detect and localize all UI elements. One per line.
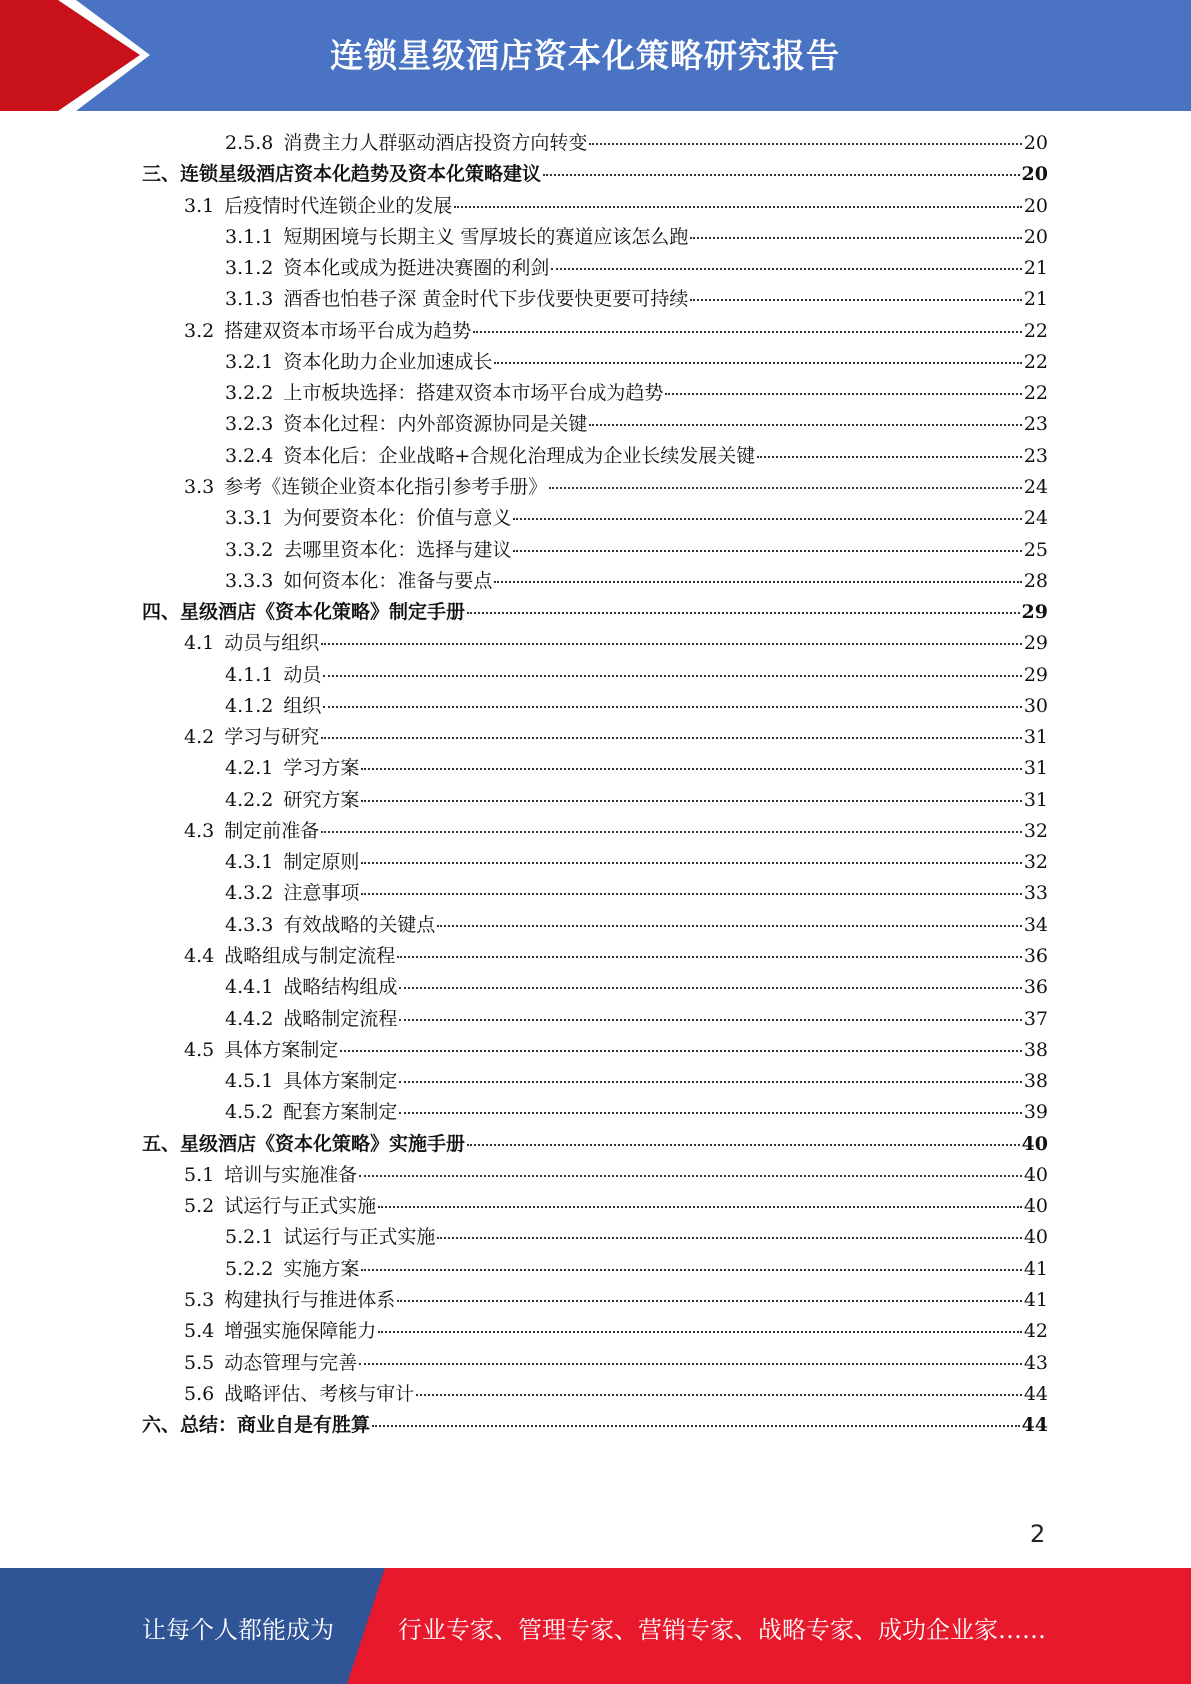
toc-dot-leader: [399, 1081, 1021, 1083]
toc-entry-page: 23: [1023, 413, 1048, 436]
toc-entry-number: 5.6: [184, 1382, 215, 1405]
toc-entry-title: 具体方案制定: [283, 1070, 398, 1093]
toc-entry[interactable]: [225, 441, 1048, 472]
toc-entry-title: 上市板块选择：搭建双资本市场平台成为趋势: [283, 382, 664, 405]
toc-entry-number: 3.2.3: [225, 413, 274, 436]
toc-entry-title: 后疫情时代连锁企业的发展: [224, 194, 453, 217]
toc-entry-number: 5.4: [184, 1320, 215, 1343]
toc-entry-page: 20: [1023, 194, 1048, 217]
toc-entry-title: 战略制定流程: [283, 1007, 398, 1030]
toc-dot-leader: [359, 1363, 1022, 1365]
toc-entry-title: 资本化或成为挺进决赛圈的利剑: [283, 257, 550, 280]
toc-entry-number: 3.2.2: [225, 382, 274, 405]
toc-dot-leader: [321, 643, 1022, 645]
toc-entry-number: 4.2.1: [225, 757, 274, 780]
footer-slogan-left: 让每个人都能成为: [142, 1616, 334, 1644]
toc-entry-number: 3.3: [184, 475, 215, 498]
toc-dot-leader: [473, 331, 1022, 333]
toc-dot-leader: [757, 456, 1022, 458]
toc-dot-leader: [359, 1175, 1022, 1177]
toc-entry-page: 25: [1023, 538, 1048, 561]
toc-entry[interactable]: [225, 847, 1048, 878]
toc-entry[interactable]: [225, 535, 1048, 566]
toc-dot-leader: [361, 893, 1021, 895]
toc-entry-number: 3.3.3: [225, 569, 274, 592]
toc-entry[interactable]: [225, 1222, 1048, 1253]
toc-dot-leader: [361, 1269, 1021, 1271]
toc-dot-leader: [551, 268, 1021, 270]
toc-entry-number: 2.5.8: [225, 132, 274, 154]
toc-entry-title: 实施方案: [283, 1257, 360, 1280]
toc-dot-leader: [549, 487, 1022, 489]
toc-entry-title: 战略组成与制定流程: [224, 945, 396, 968]
toc-entry-number: 4.4.2: [225, 1007, 274, 1030]
toc-entry[interactable]: [225, 785, 1048, 816]
toc-dot-leader: [397, 1300, 1022, 1302]
toc-dot-leader: [372, 1425, 1020, 1427]
toc-entry[interactable]: [184, 1035, 1048, 1066]
toc-entry[interactable]: [184, 941, 1048, 972]
toc-entry-number: 5.1: [184, 1163, 215, 1186]
toc-dot-leader: [399, 1019, 1021, 1021]
toc-entry-number: 5.2.1: [225, 1226, 274, 1249]
toc-entry-page: 40: [1021, 1132, 1048, 1155]
toc-dot-leader: [437, 1237, 1021, 1239]
toc-entry-number: 5.5: [184, 1351, 215, 1374]
toc-entry-number: 4.4: [184, 945, 215, 968]
toc-entry[interactable]: [225, 566, 1048, 597]
toc-entry-page: 34: [1023, 913, 1048, 936]
toc-entry-page: 40: [1023, 1195, 1048, 1218]
toc-entry[interactable]: [225, 753, 1048, 784]
toc-entry-number: 4.1: [184, 632, 215, 655]
toc-entry-page: 28: [1023, 569, 1048, 592]
toc-entry-page: 41: [1023, 1288, 1048, 1311]
toc-dot-leader: [378, 1206, 1022, 1208]
toc-entry-number: 4.5.1: [225, 1070, 274, 1093]
toc-dot-leader: [361, 862, 1021, 864]
header-red-arrow: [0, 0, 140, 111]
toc-entry[interactable]: [225, 972, 1048, 1003]
toc-entry-title: 战略评估、考核与审计: [224, 1382, 415, 1405]
toc-entry[interactable]: [184, 1191, 1048, 1222]
toc-entry-page: 20: [1023, 225, 1048, 248]
toc-entry-title: 动态管理与完善: [224, 1351, 358, 1374]
toc-entry-page: 30: [1023, 694, 1048, 717]
toc-entry-page: 33: [1023, 882, 1048, 905]
toc-dot-leader: [399, 1112, 1021, 1114]
toc-entry-title: 制定原则: [283, 851, 360, 874]
toc-entry-page: 31: [1023, 788, 1048, 811]
toc-entry-title: 六、总结：商业自是有胜算: [142, 1414, 371, 1437]
toc-entry-number: 3.3.1: [225, 507, 274, 530]
toc-entry[interactable]: [142, 1410, 1048, 1441]
toc-entry-title: 试运行与正式实施: [224, 1195, 377, 1218]
toc-entry[interactable]: [225, 253, 1048, 284]
toc-entry-page: 31: [1023, 757, 1048, 780]
toc-entry[interactable]: [184, 1379, 1048, 1410]
toc-entry-title: 资本化助力企业加速成长: [283, 350, 493, 373]
toc-entry[interactable]: [225, 222, 1048, 253]
toc-entry-number: 5.2.2: [225, 1257, 274, 1280]
toc-entry-number: 4.1.1: [225, 663, 274, 686]
toc-entry[interactable]: [225, 128, 1048, 159]
toc-entry-page: 22: [1023, 382, 1048, 405]
toc-entry-page: 23: [1023, 444, 1048, 467]
toc-entry[interactable]: [225, 660, 1048, 691]
toc-entry-page: 21: [1023, 288, 1048, 311]
toc-dot-leader: [494, 362, 1021, 364]
toc-dot-leader: [589, 424, 1021, 426]
toc-entry-page: 24: [1023, 507, 1048, 530]
toc-entry-title: 动员: [283, 663, 322, 686]
toc-entry-title: 试运行与正式实施: [283, 1226, 436, 1249]
toc-entry-number: 4.3.3: [225, 913, 274, 936]
toc-entry[interactable]: [225, 503, 1048, 534]
toc-entry[interactable]: [184, 472, 1048, 503]
toc-entry-number: 4.5: [184, 1038, 215, 1061]
toc-entry[interactable]: [225, 1004, 1048, 1035]
toc-entry-number: 4.4.1: [225, 976, 274, 999]
toc-entry-title: 增强实施保障能力: [224, 1320, 377, 1343]
toc-entry-title: 酒香也怕巷子深 黄金时代下步伐要快更要可持续: [283, 288, 689, 311]
toc-dot-leader: [361, 800, 1021, 802]
toc-entry[interactable]: [225, 1097, 1048, 1128]
toc-entry-title: 战略结构组成: [283, 976, 398, 999]
toc-entry-title: 组织: [283, 694, 322, 717]
toc-entry[interactable]: [184, 1160, 1048, 1191]
toc-entry-number: 4.3.2: [225, 882, 274, 905]
toc-dot-leader: [690, 237, 1021, 239]
toc-entry-title: 短期困境与长期主义 雪厚坡长的赛道应该怎么跑: [283, 225, 689, 248]
toc-entry-title: 为何要资本化：价值与意义: [283, 507, 512, 530]
toc-entry-page: 21: [1023, 257, 1048, 280]
toc-entry-title: 如何资本化：准备与要点: [283, 569, 493, 592]
toc-entry[interactable]: [225, 347, 1048, 378]
toc-entry-title: 三、连锁星级酒店资本化趋势及资本化策略建议: [142, 163, 542, 186]
toc-entry[interactable]: [225, 878, 1048, 909]
toc-entry-number: 4.2.2: [225, 788, 274, 811]
toc-entry-page: 42: [1023, 1320, 1048, 1343]
toc-dot-leader: [378, 1331, 1022, 1333]
toc-dot-leader: [543, 174, 1020, 176]
toc-entry-number: 3.2.1: [225, 350, 274, 373]
toc-entry-page: 29: [1023, 632, 1048, 655]
toc-entry[interactable]: [184, 722, 1048, 753]
toc-entry-number: 5.2: [184, 1195, 215, 1218]
toc-entry-title: 学习方案: [283, 757, 360, 780]
toc-dot-leader: [589, 143, 1021, 145]
toc-entry-page: 32: [1023, 851, 1048, 874]
toc-dot-leader: [399, 987, 1021, 989]
toc-entry-page: 31: [1023, 726, 1048, 749]
toc-entry-page: 40: [1023, 1226, 1048, 1249]
toc-entry-title: 研究方案: [283, 788, 360, 811]
page-number: 2: [1030, 1520, 1046, 1548]
toc-entry-title: 消费主力人群驱动酒店投资方向转变: [283, 132, 588, 154]
toc-entry-number: 4.5.2: [225, 1101, 274, 1124]
toc-entry[interactable]: [225, 910, 1048, 941]
toc-entry[interactable]: [225, 1066, 1048, 1097]
toc-dot-leader: [323, 706, 1021, 708]
toc-entry[interactable]: [225, 691, 1048, 722]
toc-entry-page: 22: [1023, 350, 1048, 373]
document-title: 连锁星级酒店资本化策略研究报告: [330, 36, 840, 75]
toc-entry-page: 29: [1021, 601, 1048, 624]
toc-entry-page: 24: [1023, 475, 1048, 498]
toc-entry-number: 3.1.1: [225, 225, 274, 248]
toc-dot-leader: [323, 675, 1021, 677]
toc-entry[interactable]: [184, 1285, 1048, 1316]
toc-entry-number: 3.1: [184, 194, 215, 217]
toc-entry-page: 36: [1023, 945, 1048, 968]
toc-entry-title: 注意事项: [283, 882, 360, 905]
toc-entry-number: 4.3: [184, 819, 215, 842]
toc-entry-title: 搭建双资本市场平台成为趋势: [224, 319, 472, 342]
toc-entry-title: 参考《连锁企业资本化指引参考手册》: [224, 475, 548, 498]
toc-entry[interactable]: [184, 628, 1048, 659]
toc-entry-page: 29: [1023, 663, 1048, 686]
toc-entry[interactable]: [142, 597, 1048, 628]
page-header: [0, 0, 1191, 111]
toc-entry-number: 3.1.2: [225, 257, 274, 280]
toc-entry-title: 学习与研究: [224, 726, 320, 749]
toc-entry-number: 3.3.2: [225, 538, 274, 561]
toc-entry-number: 3.2: [184, 319, 215, 342]
toc-entry-number: 5.3: [184, 1288, 215, 1311]
page-footer: [0, 1568, 1191, 1684]
toc-entry-title: 五、星级酒店《资本化策略》实施手册: [142, 1132, 466, 1155]
toc-entry-title: 资本化后：企业战略+合规化治理成为企业长续发展关键: [283, 444, 756, 467]
toc-entry-number: 4.1.2: [225, 694, 274, 717]
toc-entry[interactable]: [142, 1129, 1048, 1160]
toc-entry-page: 32: [1023, 819, 1048, 842]
toc-entry[interactable]: [142, 159, 1048, 190]
toc-entry-page: 38: [1023, 1070, 1048, 1093]
toc-dot-leader: [321, 737, 1022, 739]
toc-entry-title: 构建执行与推进体系: [224, 1288, 396, 1311]
toc-dot-leader: [321, 831, 1022, 833]
toc-dot-leader: [437, 925, 1021, 927]
toc-entry-page: 40: [1023, 1163, 1048, 1186]
toc-dot-leader: [454, 206, 1022, 208]
toc-dot-leader: [467, 612, 1020, 614]
toc-entry-page: 20: [1021, 163, 1048, 186]
toc-entry-page: 41: [1023, 1257, 1048, 1280]
toc-dot-leader: [340, 1050, 1022, 1052]
toc-entry-page: 38: [1023, 1038, 1048, 1061]
toc-entry-page: 36: [1023, 976, 1048, 999]
toc-dot-leader: [397, 956, 1022, 958]
toc-entry-number: 4.3.1: [225, 851, 274, 874]
toc-entry-page: 22: [1023, 319, 1048, 342]
toc-entry[interactable]: [184, 816, 1048, 847]
toc-entry-number: 3.1.3: [225, 288, 274, 311]
toc-entry[interactable]: [225, 378, 1048, 409]
toc-entry-page: 44: [1023, 1382, 1048, 1405]
toc-entry-page: 39: [1023, 1101, 1048, 1124]
toc-entry[interactable]: [184, 316, 1048, 347]
footer-slogan-right: 行业专家、管理专家、营销专家、战略专家、成功企业家……: [398, 1616, 1046, 1644]
toc-entry-title: 去哪里资本化：选择与建议: [283, 538, 512, 561]
toc-entry-title: 具体方案制定: [224, 1038, 339, 1061]
toc-dot-leader: [665, 393, 1021, 395]
toc-entry-page: 44: [1021, 1414, 1048, 1437]
toc-entry-page: 37: [1023, 1007, 1048, 1030]
toc-entry[interactable]: [225, 409, 1048, 440]
toc-dot-leader: [416, 1394, 1022, 1396]
toc-dot-leader: [494, 581, 1021, 583]
toc-entry-title: 资本化过程：内外部资源协同是关键: [283, 413, 588, 436]
toc-entry[interactable]: [225, 1254, 1048, 1285]
toc-dot-leader: [513, 518, 1021, 520]
toc-entry-number: 3.2.4: [225, 444, 274, 467]
toc-dot-leader: [361, 768, 1021, 770]
toc-dot-leader: [690, 299, 1021, 301]
toc-entry[interactable]: [184, 1348, 1048, 1379]
toc-entry-title: 四、星级酒店《资本化策略》制定手册: [142, 601, 466, 624]
toc-entry-title: 制定前准备: [224, 819, 320, 842]
toc-dot-leader: [467, 1144, 1020, 1146]
toc-entry-title: 动员与组织: [224, 632, 320, 655]
toc-entry-page: 20: [1023, 132, 1048, 154]
toc-entry-title: 培训与实施准备: [224, 1163, 358, 1186]
toc-entry-title: 有效战略的关键点: [283, 913, 436, 936]
toc-entry-title: 配套方案制定: [283, 1101, 398, 1124]
toc-entry-number: 4.2: [184, 726, 215, 749]
toc-dot-leader: [513, 550, 1021, 552]
toc-entry-page: 43: [1023, 1351, 1048, 1374]
toc-entry[interactable]: [184, 191, 1048, 222]
toc-entry[interactable]: [184, 1316, 1048, 1347]
toc-entry[interactable]: [225, 284, 1048, 315]
